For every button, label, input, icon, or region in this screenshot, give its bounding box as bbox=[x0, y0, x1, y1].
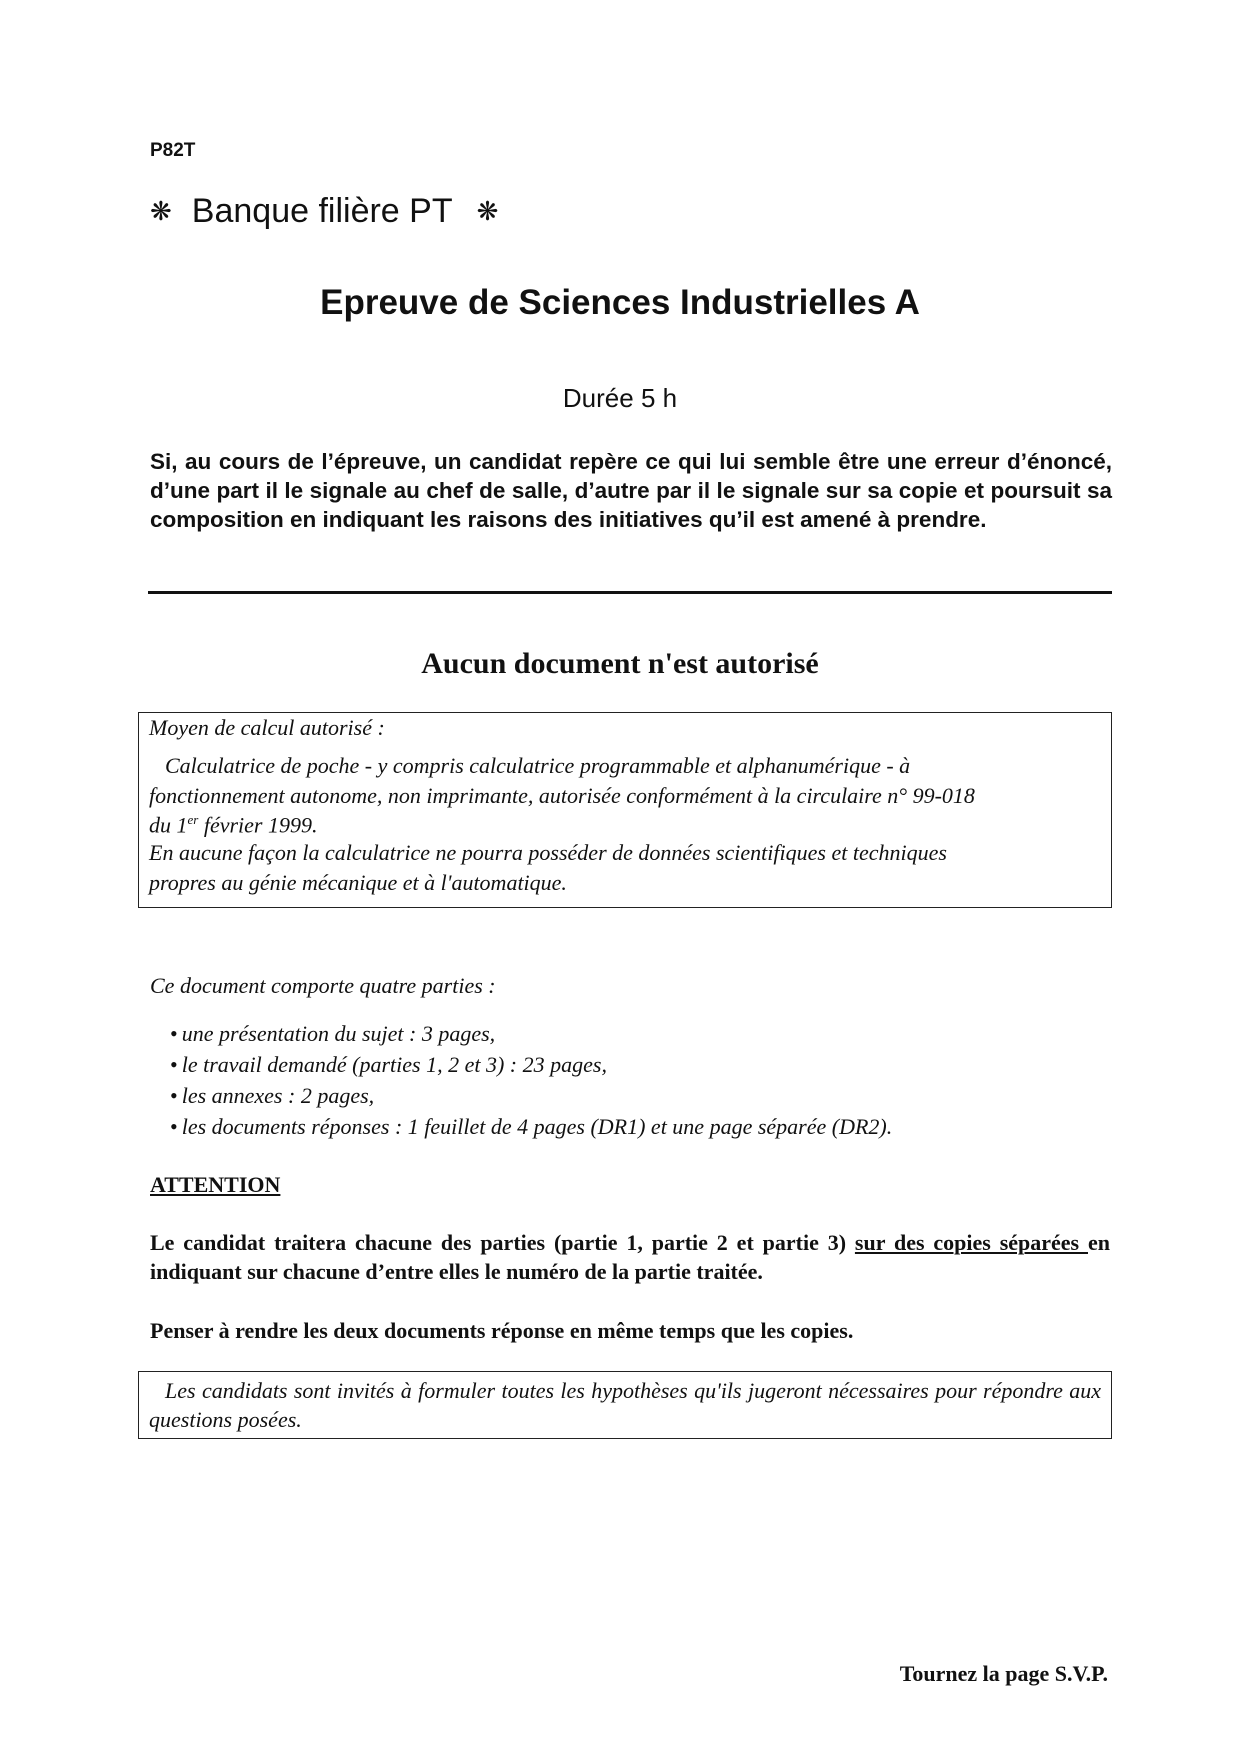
bank-heading bbox=[150, 192, 498, 231]
hypotheses-box bbox=[138, 1371, 1112, 1439]
calculator-heading: Moyen de calcul autorisé : bbox=[149, 715, 385, 740]
exam-duration: Durée 5 h bbox=[562, 383, 678, 413]
attention-label: ATTENTION bbox=[150, 1172, 281, 1197]
list-item: • le travail demandé (parties 1, 2 et 3) : 23 pages, bbox=[170, 1049, 892, 1080]
turn-page-note: Tournez la page S.V.P. bbox=[899, 1661, 1108, 1686]
exam-code: P82T bbox=[150, 140, 196, 161]
parts-intro: Ce document comporte quatre parties : bbox=[150, 973, 496, 998]
hypotheses-text: Les candidats sont invités à formuler toutes les hypothèses qu'ils jugeront nécessaires pour répondre aux questions posées. bbox=[149, 1378, 1101, 1432]
list-item: • les documents réponses : 1 feuillet de 4 pages (DR1) et une page séparée (DR2). bbox=[170, 1111, 892, 1142]
calculator-line: fonctionnement autonome, non imprimante, autorisée conformément à la circulaire n° 99-018 bbox=[149, 783, 975, 808]
parts-list bbox=[170, 1018, 892, 1142]
reminder-text: Penser à rendre les deux documents réponse en même temps que les copies. bbox=[150, 1318, 854, 1343]
calculator-line: En aucune façon la calculatrice ne pourra posséder de données scientifiques et techniques bbox=[149, 840, 947, 865]
error-notice: Si, au cours de l’épreuve, un candidat repère ce qui lui semble être une erreur d’énoncé, d’une part il le signale au chef de salle, d’autre par il le signale sur sa copie et poursuit sa composition en indiquant les raisons des initiatives qu’il est amené à prendre. bbox=[150, 449, 1112, 532]
no-document-heading: Aucun document n'est autorisé bbox=[421, 647, 819, 680]
bank-name: Banque filière PT bbox=[191, 192, 453, 230]
asterisk-icon: ❋ bbox=[476, 196, 499, 226]
calculator-box bbox=[138, 712, 1112, 908]
calculator-line: propres au génie mécanique et à l'automatique. bbox=[149, 870, 567, 895]
horizontal-divider bbox=[148, 591, 1112, 594]
exam-title: Epreuve de Sciences Industrielles A bbox=[320, 283, 920, 322]
list-item: • les annexes : 2 pages, bbox=[170, 1080, 892, 1111]
asterisk-icon: ❋ bbox=[150, 196, 172, 226]
list-item: • une présentation du sujet : 3 pages, bbox=[170, 1018, 892, 1049]
calculator-line: Calculatrice de poche - y compris calculatrice programmable et alphanumérique - à bbox=[165, 753, 911, 778]
calculator-line: du 1er février 1999. bbox=[149, 812, 318, 838]
attention-instruction: Le candidat traitera chacune des parties (partie 1, partie 2 et partie 3) sur des copies séparées en indiquant sur chacune d’entre elles le numéro de la partie traitée. bbox=[150, 1230, 1110, 1284]
